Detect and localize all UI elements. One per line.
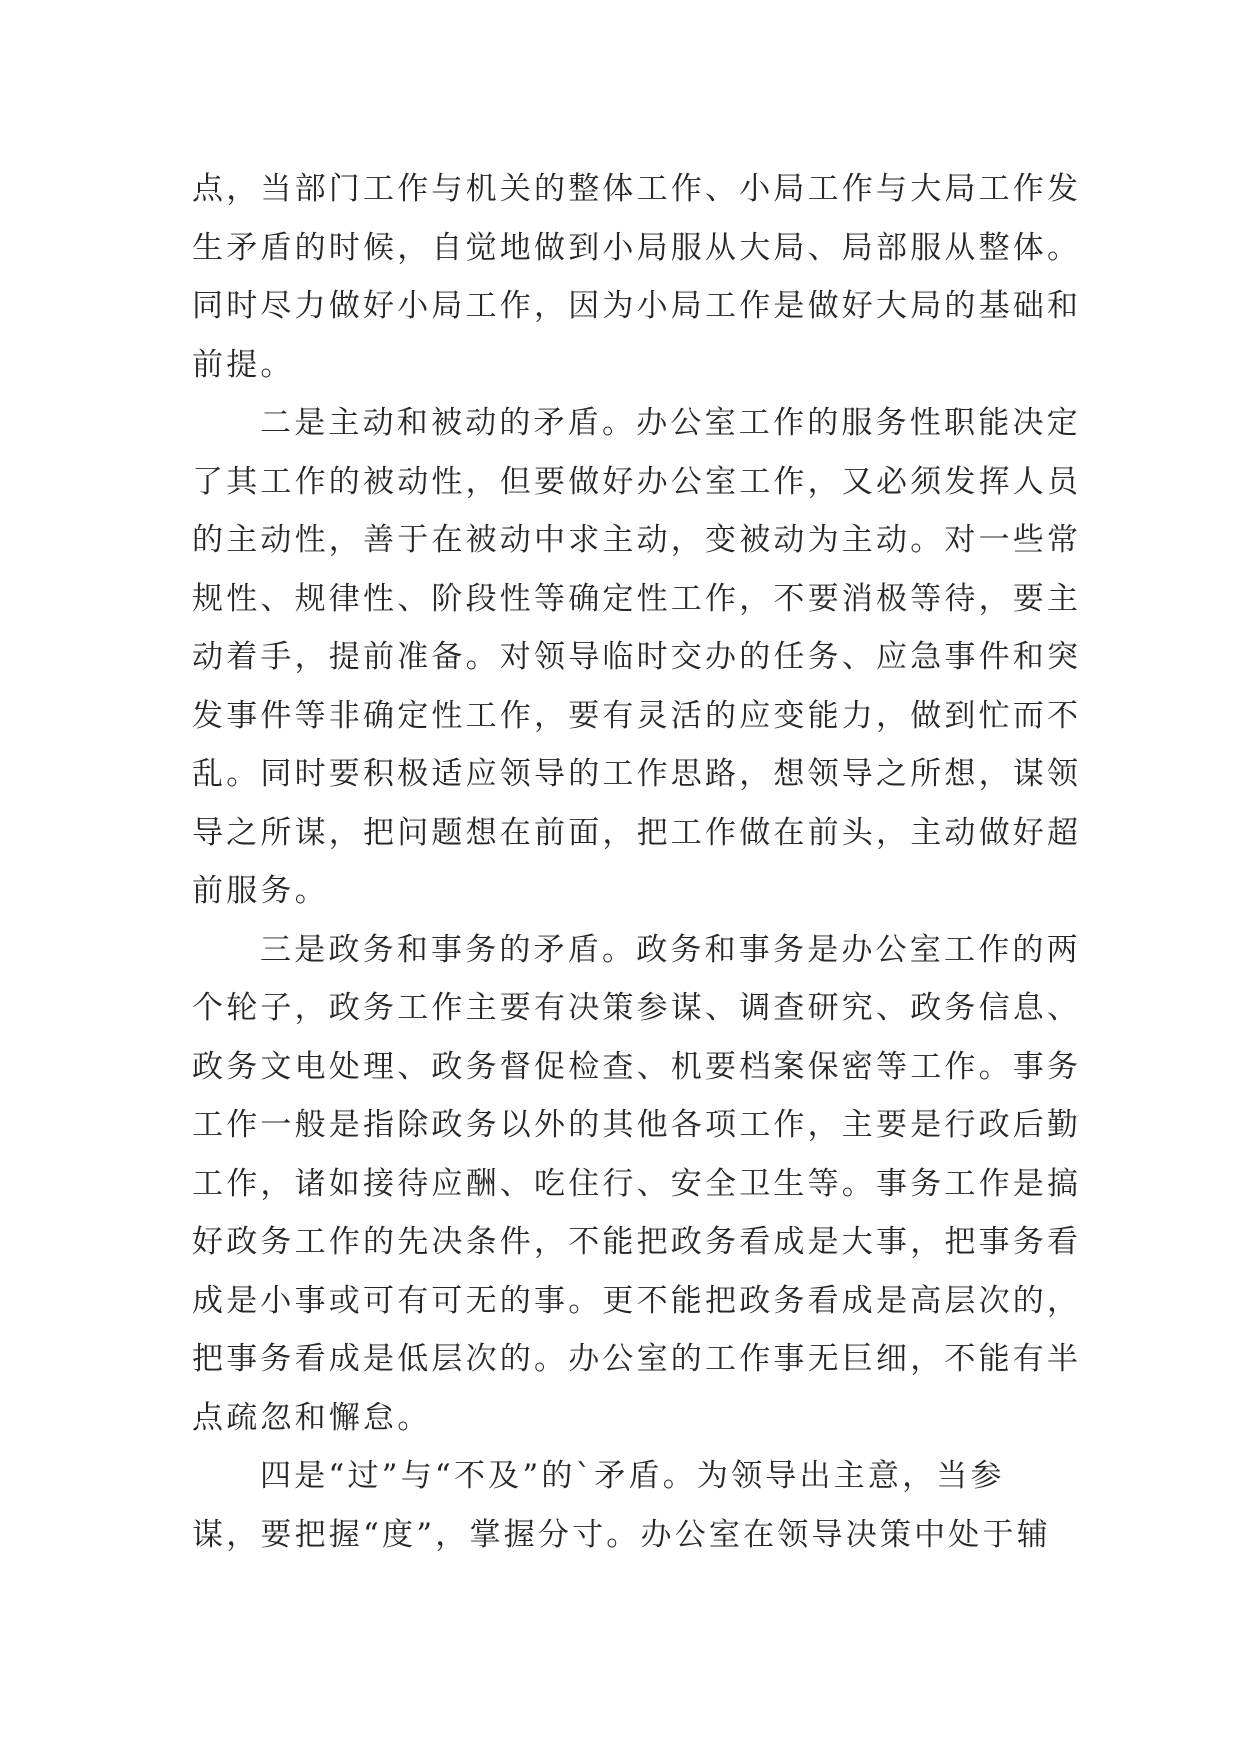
paragraph-line: 前提。 (192, 346, 295, 383)
paragraph-3 (192, 921, 1082, 1448)
paragraph-line: 规性、规律性、阶段性等确定性工作，不要消极等待，要主 (192, 580, 1082, 617)
paragraph-line: 成是小事或可有可无的事。更不能把政务看成是高层次的， (192, 1282, 1082, 1319)
paragraph-line: 四是“过”与“不及”的`矛盾。为领导出主意，当参 (260, 1458, 1005, 1494)
paragraph-line: 点，当部门工作与机关的整体工作、小局工作与大局工作发 (192, 171, 1082, 207)
paragraph-line: 同时尽力做好小局工作，因为小局工作是做好大局的基础和 (192, 288, 1082, 324)
paragraph-line: 把事务看成是低层次的。办公室的工作事无巨细，不能有半 (192, 1341, 1082, 1377)
paragraph-line: 政务文电处理、政务督促检查、机要档案保密等工作。事务 (192, 1048, 1082, 1085)
paragraph-line: 的主动性，善于在被动中求主动，变被动为主动。对一些常 (192, 522, 1082, 558)
paragraph-line: 三是政务和事务的矛盾。政务和事务是办公室工作的两 (260, 931, 1081, 968)
paragraph-1 (192, 160, 1082, 394)
paragraph-line: 前服务。 (192, 873, 329, 909)
paragraph-line: 工作一般是指除政务以外的其他各项工作，主要是行政后勤 (192, 1107, 1082, 1143)
paragraph-line: 个轮子，政务工作主要有决策参谋、调查研究、政务信息、 (192, 990, 1082, 1026)
paragraph-line: 乱。同时要积极适应领导的工作思路，想领导之所想，谋领 (192, 756, 1082, 792)
paragraph-line: 好政务工作的先决条件，不能把政务看成是大事，把事务看 (192, 1224, 1082, 1260)
document-body (192, 160, 1082, 1564)
paragraph-2 (192, 394, 1082, 921)
paragraph-line: 导之所谋，把问题想在前面，把工作做在前头，主动做好超 (192, 814, 1082, 851)
paragraph-line: 点疏忽和懈怠。 (192, 1399, 432, 1436)
paragraph-line: 发事件等非确定性工作，要有灵活的应变能力，做到忙而不 (192, 697, 1082, 734)
paragraph-line: 了其工作的被动性，但要做好办公室工作，又必须发挥人员 (192, 463, 1082, 500)
paragraph-4 (192, 1447, 1054, 1564)
paragraph-line: 工作，诸如接待应酬、吃住行、安全卫生等。事务工作是搞 (192, 1165, 1082, 1202)
paragraph-line: 谋，要把握“度”，掌握分寸。办公室在领导决策中处于辅 (192, 1516, 1051, 1553)
paragraph-line: 动着手，提前准备。对领导临时交办的任务、应急事件和突 (192, 639, 1082, 675)
paragraph-line: 生矛盾的时候，自觉地做到小局服从大局、局部服从整体。 (192, 229, 1082, 266)
paragraph-line: 二是主动和被动的矛盾。办公室工作的服务性职能决定 (260, 405, 1081, 441)
